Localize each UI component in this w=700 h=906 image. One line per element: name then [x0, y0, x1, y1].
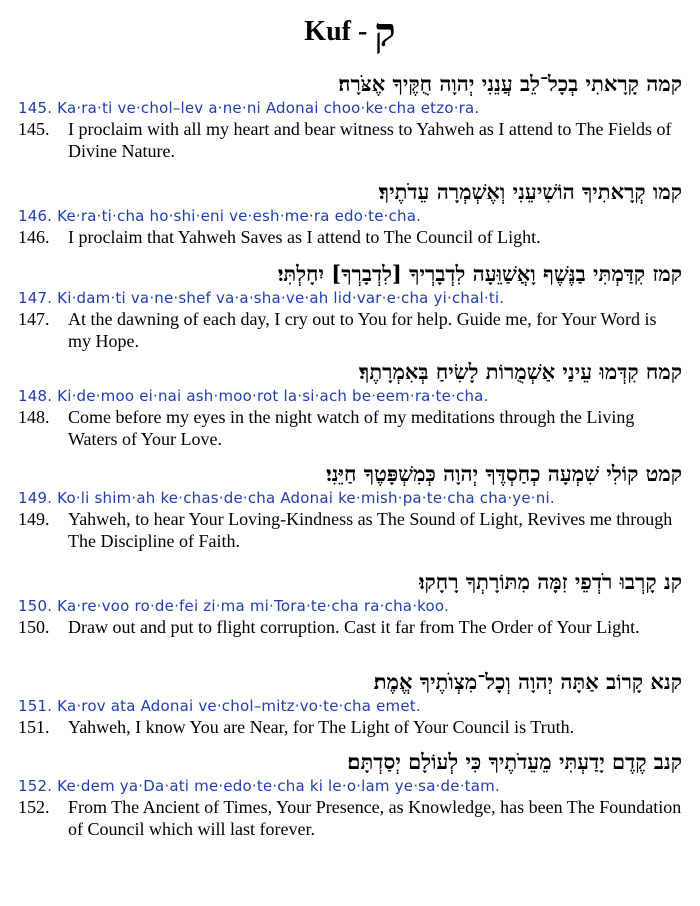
page-title	[0, 9, 700, 56]
verse-145	[18, 70, 682, 162]
title-text: Kuf -	[304, 16, 375, 47]
hebrew-text: קנ קָרְבוּ רֹדְפֵי זִמָּה מִתּוֹרָתְךָ רָחָקוּ׃	[419, 569, 682, 594]
hebrew-text: קמה קָרָאתִי בְכָל־לֵב עֲנֵנִי יְהוָה חֻקֶּיךָ אֶצֹּרָה׃	[338, 71, 682, 96]
verse-number: 148.	[18, 407, 50, 427]
verse-148	[18, 358, 682, 450]
english-translation	[18, 308, 682, 352]
transliteration: 145. Ka·ra·ti ve·chol–lev a·ne·ni Adonai choo·ke·cha etzo·ra.	[18, 99, 480, 117]
hebrew-text: קנא קָרוֹב אַתָּה יְהוָה וְכָל־מִצְוֺתֶיךָ אֱמֶת׃	[373, 669, 682, 694]
english-text: I proclaim that Yahweh Saves as I attend to The Council of Light.	[68, 227, 541, 247]
hebrew-letter-kuf: ק	[374, 9, 396, 56]
english-translation	[18, 508, 682, 552]
english-translation	[18, 406, 682, 450]
verse-147	[18, 260, 682, 352]
verse-149	[18, 460, 682, 552]
transliteration: 147. Ki·dam·ti va·ne·shef va·a·sha·ve·ah lid·var·e·cha yi·chal·ti.	[18, 289, 505, 307]
english-translation	[18, 796, 682, 840]
english-text: At the dawning of each day, I cry out to You for help. Guide me, for Your Word is my Hope.	[68, 309, 657, 351]
transliteration: 152. Ke·dem ya·Da·ati me·edo·te·cha ki le·o·lam ye·sa·de·tam.	[18, 777, 500, 795]
hebrew-text: קמח קִדְּמוּ עֵינַי אַשְׁמֻרוֹת לָשִׂיחַ בְּאִמְרָתֶךָ׃	[359, 359, 682, 384]
english-translation	[18, 716, 682, 738]
english-translation	[18, 118, 682, 162]
english-text: Yahweh, I know You are Near, for The Light of Your Council is Truth.	[68, 717, 575, 737]
verse-number: 152.	[18, 797, 50, 817]
verse-number: 150.	[18, 617, 50, 637]
verse-152	[18, 748, 682, 840]
english-translation	[18, 616, 682, 638]
transliteration: 148. Ki·de·moo ei·nai ash·moo·rot la·si·ach be·eem·ra·te·cha.	[18, 387, 489, 405]
verse-number: 151.	[18, 717, 50, 737]
english-text: Yahweh, to hear Your Loving-Kindness as The Sound of Light, Revives me through The Discipline of Faith.	[68, 509, 673, 551]
transliteration: 150. Ka·re·voo ro·de·fei zi·ma mi·Tora·te·cha ra·cha·koo.	[18, 597, 449, 615]
hebrew-text: קמו קְרָאתִיךָ הוֹשִׁיעֵנִי וְאֶשְׁמְרָה עֵדֹתֶיךָ׃	[378, 179, 682, 204]
english-text: Draw out and put to flight corruption. Cast it far from The Order of Your Light.	[68, 617, 640, 637]
verse-number: 145.	[18, 119, 50, 139]
english-text: From The Ancient of Times, Your Presence, as Knowledge, has been The Foundation of Council which will last forever.	[68, 797, 682, 839]
verse-number: 147.	[18, 309, 50, 329]
english-text: Come before my eyes in the night watch of my meditations through the Living Waters of Your Love.	[68, 407, 635, 449]
verse-150	[18, 568, 682, 638]
transliteration: 149. Ko·li shim·ah ke·chas·de·cha Adonai ke·mish·pa·te·cha cha·ye·ni.	[18, 489, 555, 507]
transliteration: 151. Ka·rov ata Adonai ve·chol–mitz·vo·te·cha emet.	[18, 697, 421, 715]
verse-number: 146.	[18, 227, 50, 247]
verse-number: 149.	[18, 509, 50, 529]
verse-146	[18, 178, 682, 248]
transliteration: 146. Ke·ra·ti·cha ho·shi·eni ve·esh·me·ra edo·te·cha.	[18, 207, 422, 225]
english-translation	[18, 226, 682, 248]
verse-151	[18, 668, 682, 738]
hebrew-text: קמט קוֹלִי שִׁמְעָה כְחַסְדֶּךָ יְהוָה כְּמִשְׁפָּטֶךָ חַיֵּנִי׃	[326, 461, 682, 486]
hebrew-text: קנב קֶדֶם יָדַעְתִּי מֵעֵדֹתֶיךָ כִּי לְעוֹלָם יְסַדְתָּם׃	[347, 749, 682, 774]
english-text: I proclaim with all my heart and bear witness to Yahweh as I attend to The Fields of Divine Nature.	[68, 119, 672, 161]
hebrew-text: קמז קִדַּמְתִּי בַנֶּשֶׁף וָאֲשַׁוֵּעָה לִדְבָרְיךָ [לִדְבָרְךָ] יִחָלְתִּי׃	[277, 261, 682, 286]
